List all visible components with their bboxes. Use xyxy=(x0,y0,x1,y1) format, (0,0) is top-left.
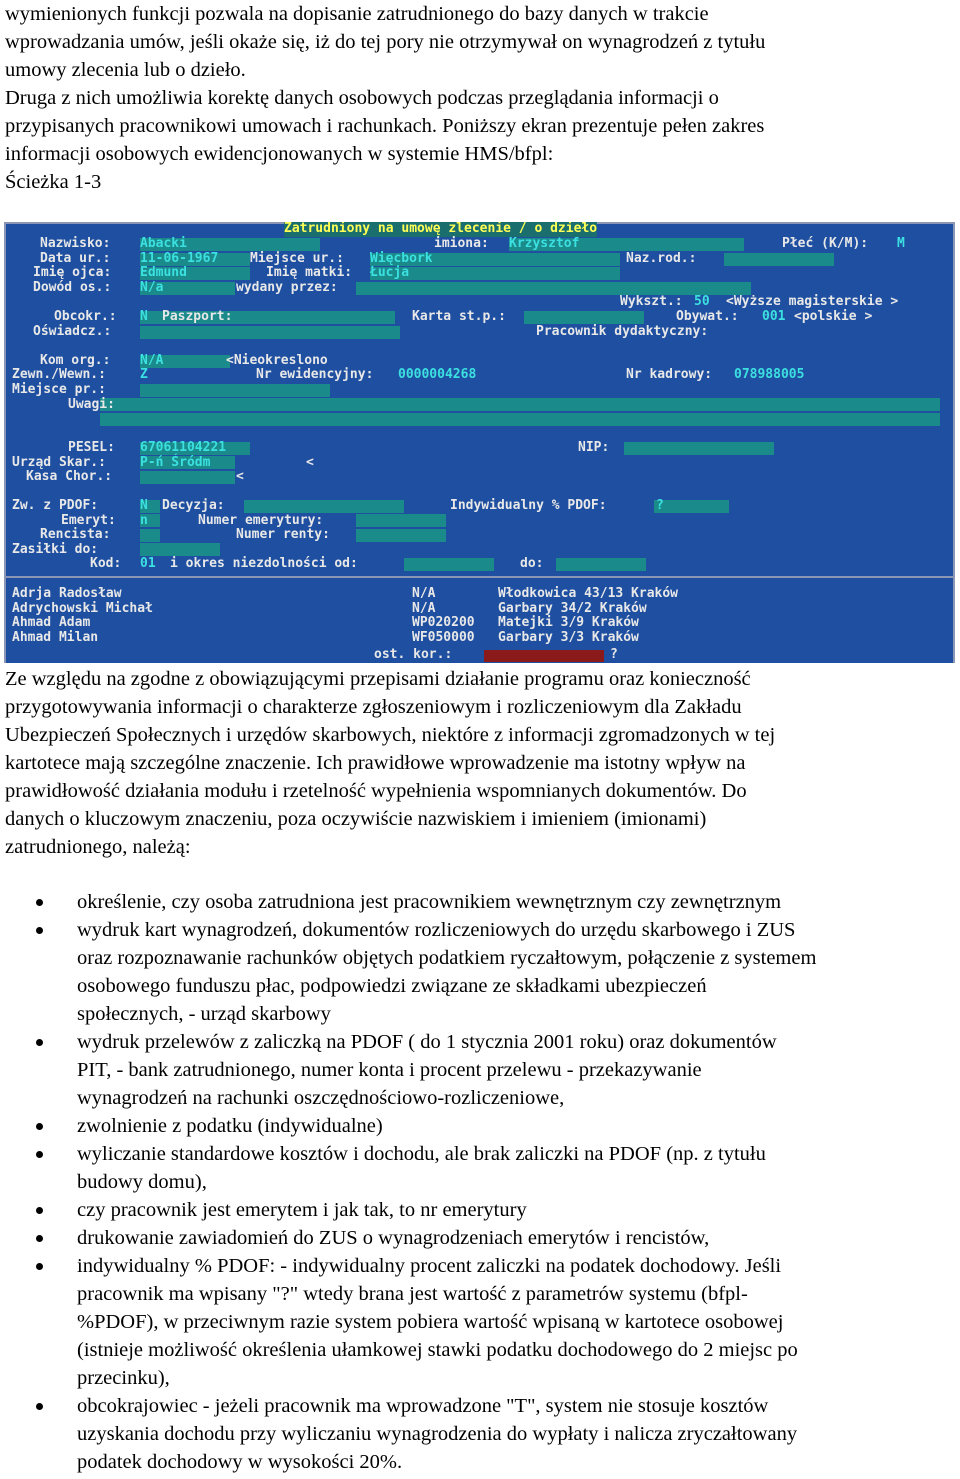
label-nazwisko: Nazwisko: xyxy=(40,236,111,251)
urzad-bracket: < xyxy=(306,455,314,470)
field-bg xyxy=(654,500,729,513)
field-bg xyxy=(356,282,751,295)
label-dowod: Dowód os.: xyxy=(33,280,112,295)
list-item-text: wydruk kart wynagrodzeń, dokumentów rozliczeniowych do urzędu skarbowego i ZUS oraz rozpoznawanie rachunków objętych podatkiem ryczałtowym, połączenie z systemem osobowego funduszu płac, podpowiedzi związane ze składkami ubezpieczeń społecznych, - urząd skarbowy xyxy=(77,919,817,1025)
label-kom-org: Kom org.: xyxy=(40,353,111,368)
label-imie-matki: Imię matki: xyxy=(266,265,353,280)
list-item xyxy=(0,1252,960,1392)
field-bg xyxy=(356,529,446,542)
field-nr-ewidencyjny[interactable]: 0000004268 xyxy=(398,367,477,382)
label-data-ur: Data ur.: xyxy=(40,251,111,266)
label-rencista: Rencista: xyxy=(40,527,111,542)
field-pesel[interactable]: 67061104221 xyxy=(140,440,227,455)
label-karta: Karta st.p.: xyxy=(412,309,506,324)
field-bg xyxy=(244,500,404,513)
field-kom-org[interactable]: N/A xyxy=(140,353,164,368)
field-data-ur[interactable]: 11-06-1967 xyxy=(140,251,219,266)
kasa-bracket: < xyxy=(236,469,244,484)
field-zewn-wewn[interactable]: Z xyxy=(140,367,148,382)
label-naz-rod: Naz.rod.: xyxy=(626,251,697,266)
field-nazwisko[interactable]: Abacki xyxy=(140,236,187,251)
bullet-icon xyxy=(36,1207,43,1214)
label-nr-ewidencyjny: Nr ewidencyjny: xyxy=(256,367,374,382)
field-bg xyxy=(356,514,446,527)
label-decyzja: Decyzja: xyxy=(162,498,225,513)
label-ost-kor: ost. kor.: xyxy=(374,647,453,662)
field-imiona[interactable]: Krzysztof xyxy=(509,236,580,251)
field-zw-pdof[interactable]: N xyxy=(140,498,148,513)
field-emeryt[interactable]: n xyxy=(140,513,148,528)
field-bg xyxy=(556,558,646,571)
list-item xyxy=(0,1028,960,1112)
label-numer-renty: Numer renty: xyxy=(236,527,330,542)
field-bg xyxy=(724,253,834,266)
field-miejsce-ur[interactable]: Więcbork xyxy=(370,251,433,266)
label-numer-emerytury: Numer emerytury: xyxy=(198,513,324,528)
label-obywat: Obywat.: xyxy=(676,309,739,324)
list-item-address: Matejki 3/9 Kraków xyxy=(498,615,639,630)
list-item xyxy=(0,1112,960,1140)
field-bg xyxy=(524,311,644,324)
list-item-text: drukowanie zawiadomień do ZUS o wynagrodzeniach emerytów i rencistów, xyxy=(77,1227,710,1249)
field-urzad-skar[interactable]: P-ń Śródm xyxy=(140,455,211,470)
list-item-address: Garbary 34/2 Kraków xyxy=(498,601,647,616)
bullet-icon xyxy=(36,1235,43,1242)
label-miejsce-pr: Miejsce pr.: xyxy=(12,382,106,397)
list-item-name[interactable]: Ahmad Adam xyxy=(12,615,91,630)
field-imie-matki[interactable]: Łucja xyxy=(370,265,410,280)
obywat-description: <polskie > xyxy=(794,309,873,324)
list-item-code: WF050000 xyxy=(412,630,475,645)
field-bg xyxy=(624,442,774,455)
list-item-text: obcokrajowiec - jeżeli pracownik ma wprowadzone "T", system nie stosuje kosztów uzyskania dochodu przy wyliczaniu wynagrodzenia do wypłaty i nalicza zryczałtowany podatek dochodowy w wysokości 20%. xyxy=(77,1395,798,1473)
terminal-screenshot xyxy=(4,222,955,663)
label-wykszt: Wykszt.: xyxy=(620,294,683,309)
field-bg xyxy=(140,543,220,556)
field-bg xyxy=(140,471,235,484)
list-item xyxy=(0,1140,960,1196)
label-kod: Kod: xyxy=(90,556,122,571)
field-dowod[interactable]: N/a xyxy=(140,280,164,295)
list-item-text: czy pracownik jest emerytem i jak tak, to nr emerytury xyxy=(77,1199,527,1221)
label-oswiadcz: Oświadcz.: xyxy=(33,324,112,339)
list-item-text: wyliczanie standardowe kosztów i dochodu, ale brak zaliczki na PDOF (np. z tytułu budowy domu), xyxy=(77,1143,766,1193)
label-imiona: imiona: xyxy=(434,236,489,251)
list-separator xyxy=(4,576,955,578)
form-title: Zatrudniony na umowę zlecenie / o dzieło xyxy=(284,222,598,236)
label-kasa-chor: Kasa Chor.: xyxy=(26,469,113,484)
field-bg xyxy=(100,413,940,426)
label-uwagi: Uwagi: xyxy=(68,397,115,412)
list-item xyxy=(0,1392,960,1476)
field-bg xyxy=(140,384,330,397)
intro-paragraph: wymienionych funkcji pozwala na dopisanie zatrudnionego do bazy danych w trakcie wprowadzania umów, jeśli okaże się, iż do tej pory nie otrzymywał on wynagrodzeń z tytułu umowy zlecenia lub o dzieło. Druga z nich umożliwia korektę danych osobowych podczas przeglądania informacji o przypisanych pracownikowi umowach i rachunkach. Poniższy ekran prezentuje pełen zakres informacji osobowych ewidencjonowanych w systemie HMS/bfpl: Ścieżka 1-3 xyxy=(5,3,766,193)
label-urzad-skar: Urząd Skar.: xyxy=(12,455,106,470)
label-plec: Płeć (K/M): xyxy=(782,236,869,251)
field-bg xyxy=(100,398,940,411)
field-kod[interactable]: 01 xyxy=(140,556,156,571)
field-imie-ojca[interactable]: Edmund xyxy=(140,265,187,280)
field-bg xyxy=(140,529,160,542)
field-obcokr[interactable]: N xyxy=(140,309,148,324)
list-item-name[interactable]: Adrja Radosław xyxy=(12,586,122,601)
label-indywidualny-pdof: Indywidualny % PDOF: xyxy=(450,498,607,513)
bullet-icon xyxy=(36,927,43,934)
list-item-text: wydruk przelewów z zaliczką na PDOF ( do 1 stycznia 2001 roku) oraz dokumentów PIT, - bank zatrudnionego, numer konta i procent przelewu - przekazywanie wynagrodzeń na rachunki oszczędnościowo-rozliczeniowe, xyxy=(77,1031,777,1109)
label-obcokr: Obcokr.: xyxy=(54,309,117,324)
field-indywidualny-pdof[interactable]: ? xyxy=(656,498,664,513)
label-wydany-przez: wydany przez: xyxy=(236,280,338,295)
list-item-name[interactable]: Adrychowski Michał xyxy=(12,601,153,616)
list-item-text: określenie, czy osoba zatrudniona jest pracownikiem wewnętrznym czy zewnętrznym xyxy=(77,891,782,913)
label-okres-niezdolnosci: i okres niezdolności od: xyxy=(170,556,358,571)
list-item xyxy=(0,1224,960,1252)
label-do: do: xyxy=(520,556,544,571)
field-bg xyxy=(404,558,494,571)
label-zw-pdof: Zw. z PDOF: xyxy=(12,498,99,513)
list-item xyxy=(0,1196,960,1224)
list-item xyxy=(0,888,960,916)
bullet-icon xyxy=(36,1039,43,1046)
field-ost-kor[interactable]: ? xyxy=(610,647,618,662)
label-pracownik-dydaktyczny: Pracownik dydaktyczny: xyxy=(536,324,709,339)
field-wykszt[interactable]: 50 xyxy=(694,294,710,309)
list-item-address: Garbary 3/3 Kraków xyxy=(498,630,639,645)
field-obywat[interactable]: 001 xyxy=(762,309,786,324)
label-zewn-wewn: Zewn./Wewn.: xyxy=(12,367,106,382)
bullet-icon xyxy=(36,1403,43,1410)
label-zasilki: Zasiłki do: xyxy=(12,542,99,557)
key-data-list xyxy=(0,888,960,1476)
list-item-name[interactable]: Ahmad Milan xyxy=(12,630,99,645)
list-item-code: WP020200 xyxy=(412,615,475,630)
field-plec[interactable]: M xyxy=(897,236,905,251)
field-bg xyxy=(140,326,400,339)
label-paszport: Paszport: xyxy=(162,309,233,324)
bullet-icon xyxy=(36,899,43,906)
label-emeryt: Emeryt: xyxy=(61,513,116,528)
list-item xyxy=(0,916,960,1028)
label-nr-kadrowy: Nr kadrowy: xyxy=(626,367,713,382)
kom-org-description: <Nieokreslono xyxy=(226,353,328,368)
label-miejsce-ur: Miejsce ur.: xyxy=(250,251,344,266)
bullet-icon xyxy=(36,1123,43,1130)
list-item-code: N/A xyxy=(412,601,436,616)
field-nr-kadrowy[interactable]: 078988005 xyxy=(734,367,805,382)
list-item-text: zwolnienie z podatku (indywidualne) xyxy=(77,1115,383,1137)
wykszt-description: <Wyższe magisterskie > xyxy=(726,294,899,309)
body-paragraph: Ze względu na zgodne z obowiązującymi przepisami działanie programu oraz konieczność przygotowywania informacji o charakterze zgłoszeniowym i rozliczeniowym dla Zakładu Ubezpieczeń Społecznych i urzędów skarbowych, niektóre z informacji zgromadzonych w tej kartotece mają szczególne znaczenie. Ich prawidłowe wprowadzenie ma istotny wpływ na prawidłowość działania modułu i rzetelność wypełnienia wspomnianych dokumentów. Do danych o kluczowym znaczeniu, poza oczywiście nazwiskiem i imieniem (imionami) zatrudnionego, należą: xyxy=(5,668,776,858)
ost-kor-highlight xyxy=(484,650,604,662)
bullet-icon xyxy=(36,1151,43,1158)
label-pesel: PESEL: xyxy=(68,440,115,455)
bullet-icon xyxy=(36,1263,43,1270)
label-nip: NIP: xyxy=(578,440,610,455)
list-item-text: indywidualny % PDOF: - indywidualny procent zaliczki na podatek dochodowy. Jeśli pracownik ma wpisany "?" wtedy brana jest wartość z parametrów systemu (bfpl- %PDOF), w przeciwnym razie system pobiera wartość wpisaną w kartotece osobowej (istnieje możliwość określenia ułamkowej stawki podatku dochodowego do 2 miejsc po przecinku), xyxy=(77,1255,798,1389)
list-item-code: N/A xyxy=(412,586,436,601)
list-item-address: Włodkowica 43/13 Kraków xyxy=(498,586,679,601)
label-imie-ojca: Imię ojca: xyxy=(33,265,112,280)
